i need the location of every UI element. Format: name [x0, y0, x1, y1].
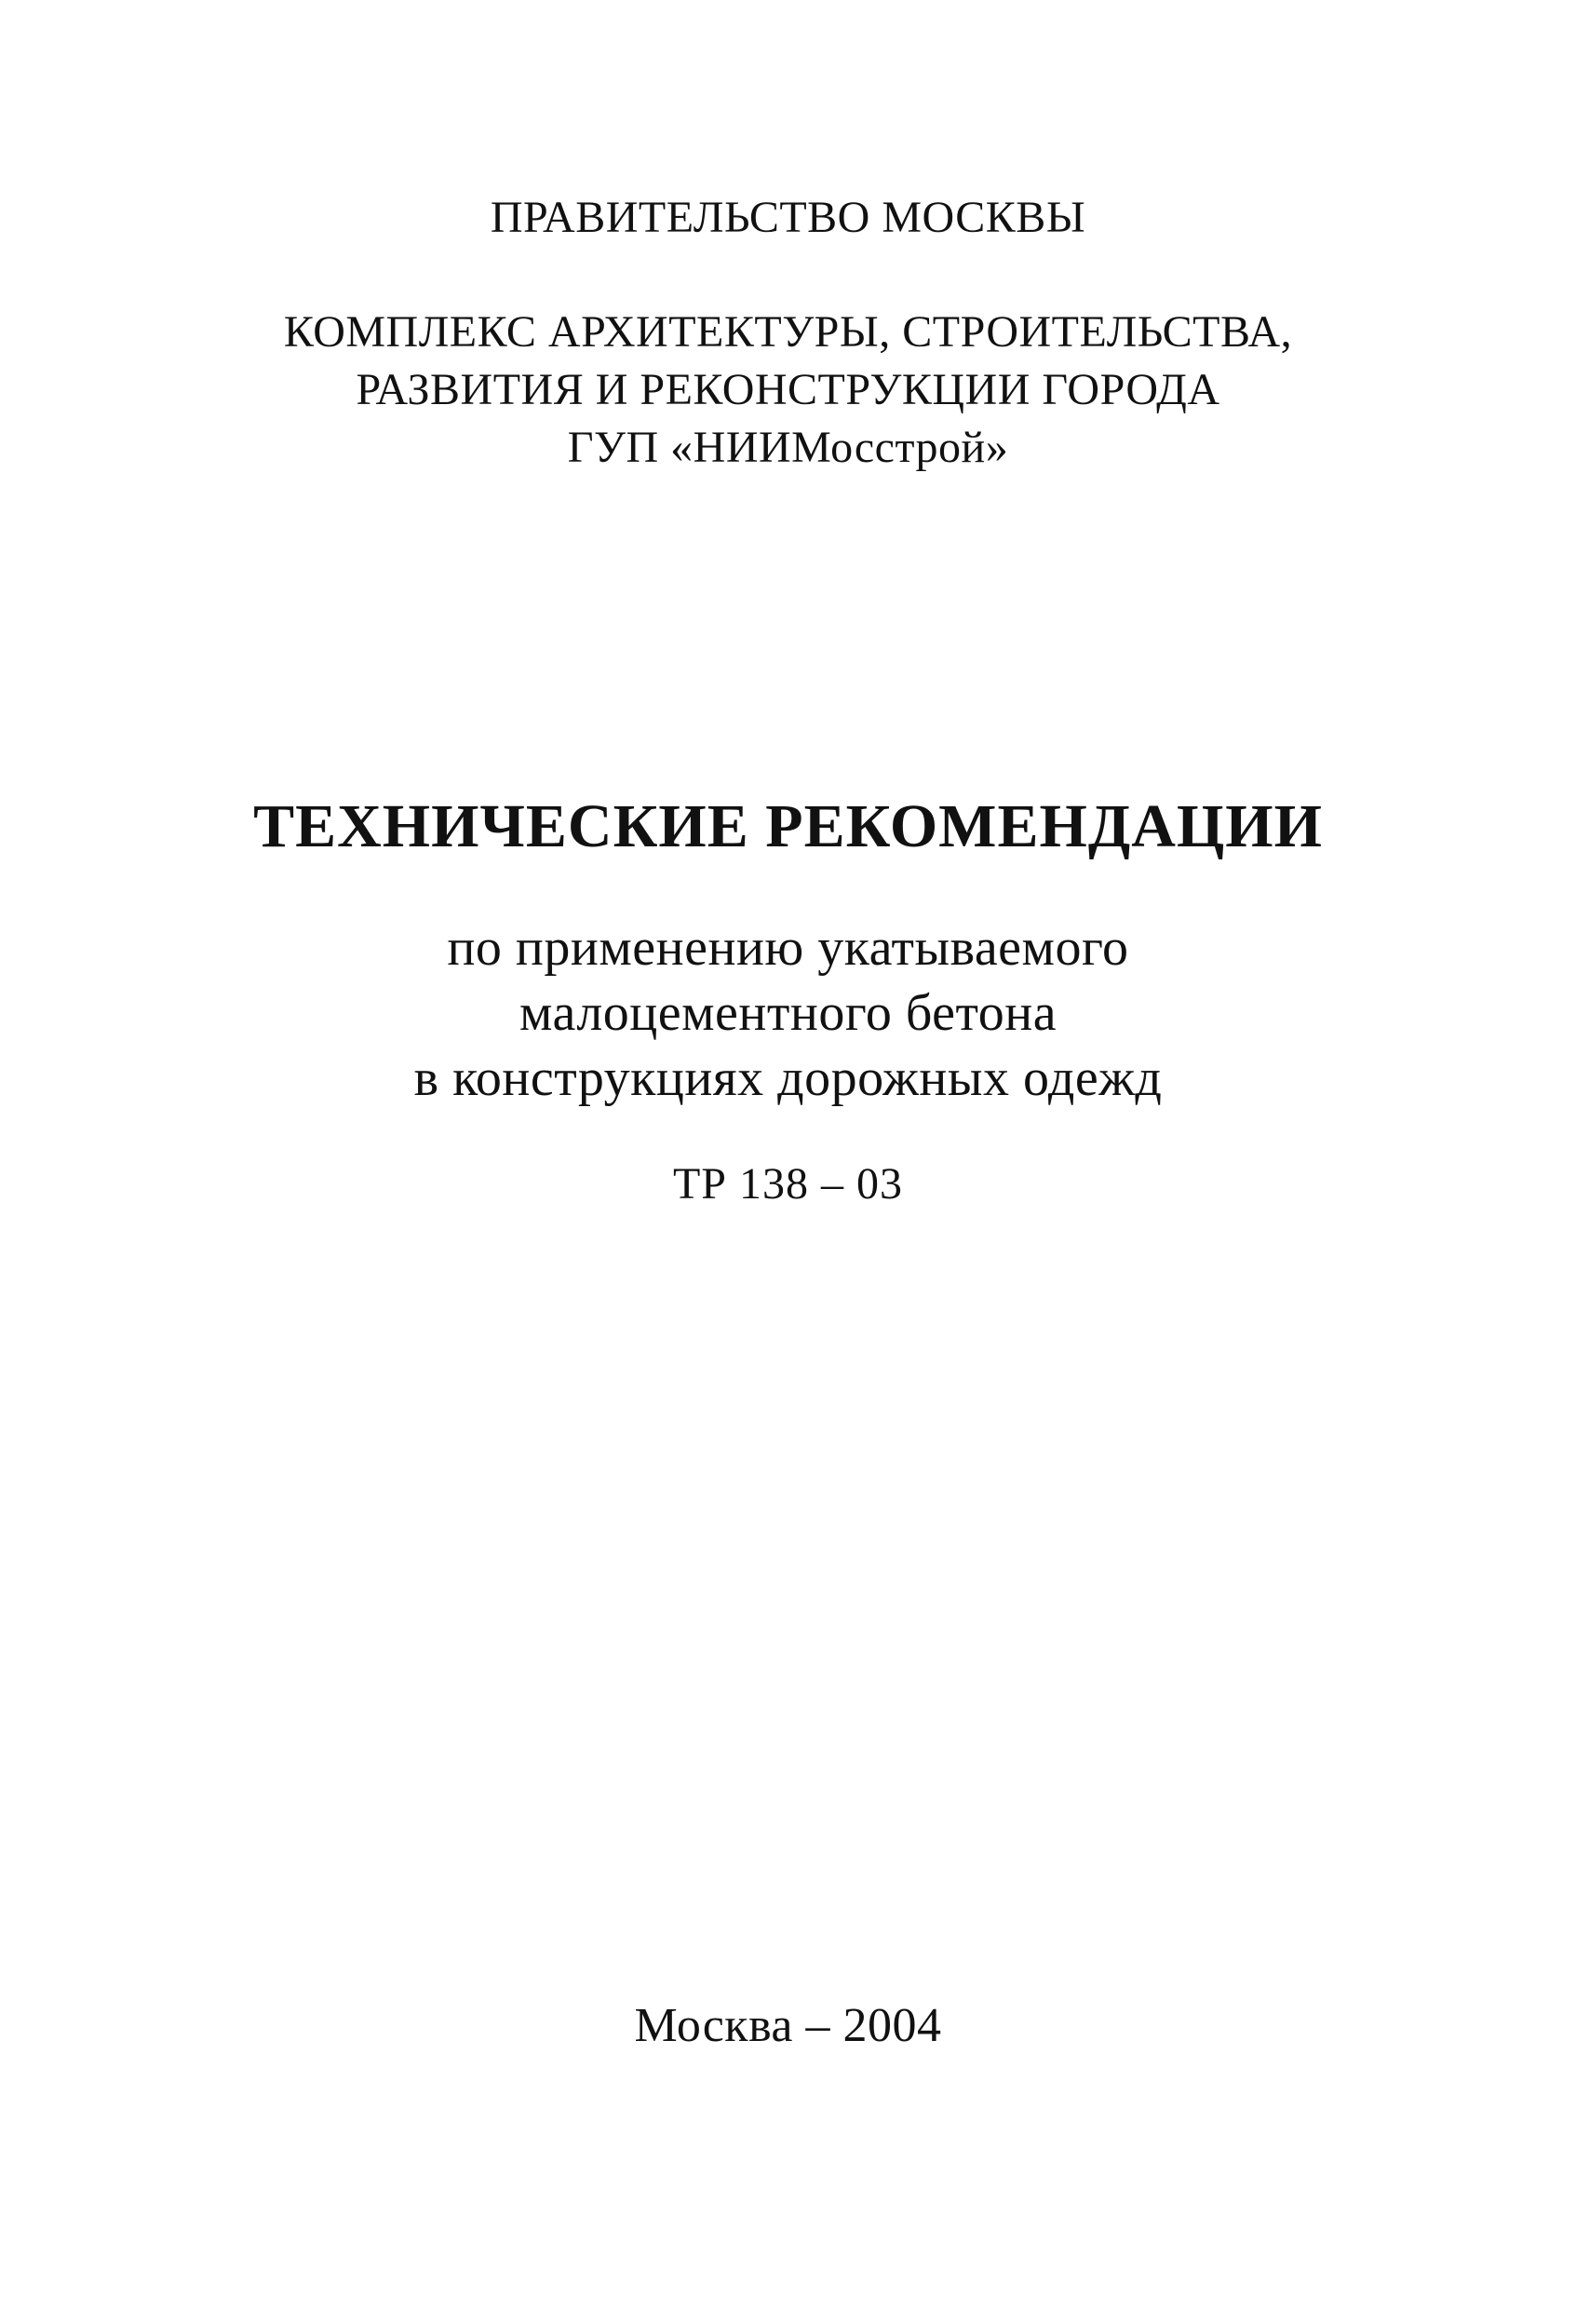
- organization-line-2: РАЗВИТИЯ И РЕКОНСТРУКЦИИ ГОРОДА: [356, 365, 1220, 414]
- organization-line-3: ГУП «НИИМосстрой»: [567, 423, 1009, 472]
- subtitle-line-3: в конструкциях дорожных одежд: [413, 1049, 1163, 1107]
- place-and-year: Москва – 2004: [634, 1999, 942, 2052]
- government-heading: ПРАВИТЕЛЬСТВО МОСКВЫ: [490, 193, 1086, 242]
- document-code: ТР 138 – 03: [672, 1159, 903, 1209]
- organization-line-1: КОМПЛЕКС АРХИТЕКТУРЫ, СТРОИТЕЛЬСТВА,: [283, 307, 1293, 357]
- subtitle-line-2: малоцементного бетона: [519, 984, 1057, 1042]
- document-title: ТЕХНИЧЕСКИЕ РЕКОМЕНДАЦИИ: [253, 792, 1323, 860]
- subtitle-line-1: по применению укатываемого: [447, 919, 1129, 977]
